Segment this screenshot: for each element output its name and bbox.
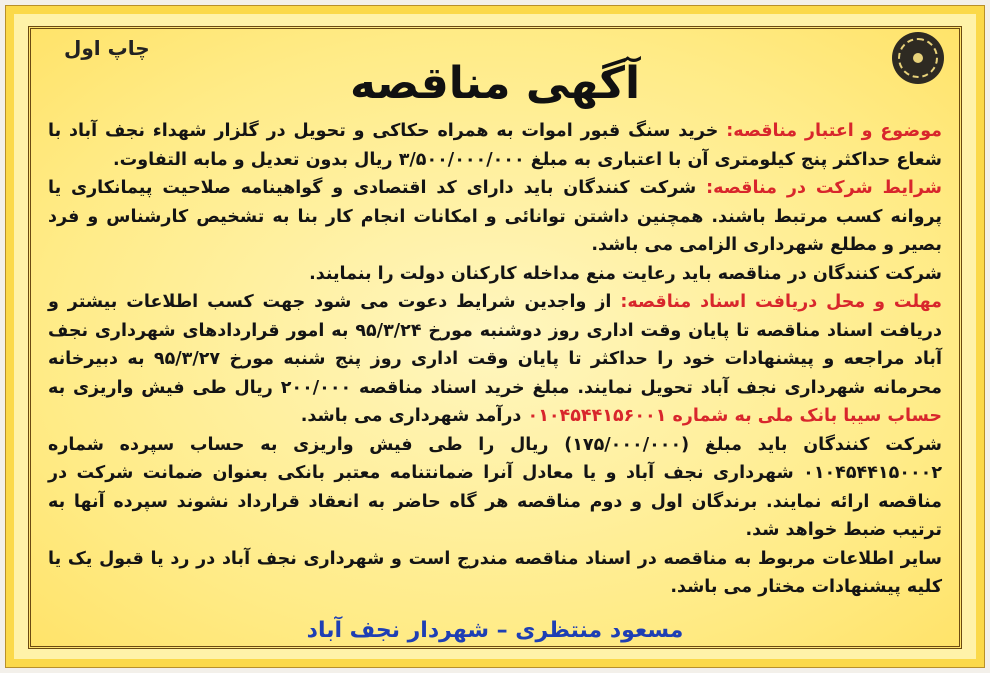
conditions-text: شرکت کنندگان باید دارای کد اقتصادی و گواهینامه صلاحیت پیمانکاری یا پروانه کسب مرتبط باشند. همچنین داشتن توانائی و امکانات انجام کار بنا به تشخیص کارشناس و فرد بصیر و مطلع شهرداری الزامی می باشد. [48,178,942,255]
signature: مسعود منتظری – شهردار نجف آباد [306,618,684,643]
deadline-text: از واجدین شرایط دعوت می شود جهت کسب اطلاعات بیشتر و دریافت اسناد مناقصه تا پایان وقت اداری روز دوشنبه مورخ ۹۵/۳/۲۴ به امور قراردادهای شهرداری نجف آباد مراجعه و پیشنهادات خود را حداکثر تا پایان وقت اداری روز پنج شنبه مورخ ۹۵/۳/۲۷ به دبیرخانه محرمانه شهرداری نجف آباد تحویل نمایند. مبلغ خرید اسناد مناقصه ۲۰۰/۰۰۰ ریال طی فیش واریزی به [48,292,942,398]
ad-frame [6,6,984,667]
subject-paragraph [48,117,942,174]
other-info-paragraph: سایر اطلاعات مربوط به مناقصه در اسناد مناقصه مندرج است و شهرداری نجف آباد در رد یا قبول یک یا کلیه پیشنهادات مختار می باشد. [48,548,942,597]
ad-body [48,117,942,602]
conflict-paragraph: شرکت کنندگان در مناقصه باید رعایت منع مداخله کارکنان دولت را بنمایند. [309,263,942,284]
deadline-heading: مهلت و محل دریافت اسناد مناقصه: [620,292,942,312]
conditions-heading: شرایط شرکت در مناقصه: [706,178,942,198]
conditions-paragraph [48,174,942,260]
subject-text: خرید سنگ قبور اموات به همراه حکاکی و تحویل در گلزار شهداء نجف آباد با شعاع حداکثر پنج کیلومتری آن با اعتباری به مبلغ ۳/۵۰۰/۰۰۰/۰۰۰ ریال بدون تعدیل و مابه التفاوت. [48,121,942,170]
ad-title: آگهی مناقصه [349,58,641,109]
deadline-paragraph [48,288,942,431]
edition-label: چاپ اول [64,36,150,60]
deadline-tail: درآمد شهرداری می باشد. [300,406,528,426]
subject-heading: موضوع و اعتبار مناقصه: [726,121,942,141]
deposit-paragraph: شرکت کنندگان باید مبلغ (۱۷۵/۰۰۰/۰۰۰) ریال را طی فیش واریزی به حساب سپرده شماره ۰۱۰۴۵۴۴۱۵۰۰۰۲ شهرداری نجف آباد و یا معادل آنرا ضمانتنامه معتبر بانکی بعنوان ضمانت شرکت در مناقصه ارائه نمایند. برندگان اول و دوم مناقصه هر گاه حاضر به انعقاد قرارداد نشوند سپرده آنها به ترتیب ضبط خواهد شد. [48,434,942,540]
account-number: حساب سیبا بانک ملی به شماره ۰۱۰۴۵۴۴۱۵۶۰۰۱ [527,406,942,426]
